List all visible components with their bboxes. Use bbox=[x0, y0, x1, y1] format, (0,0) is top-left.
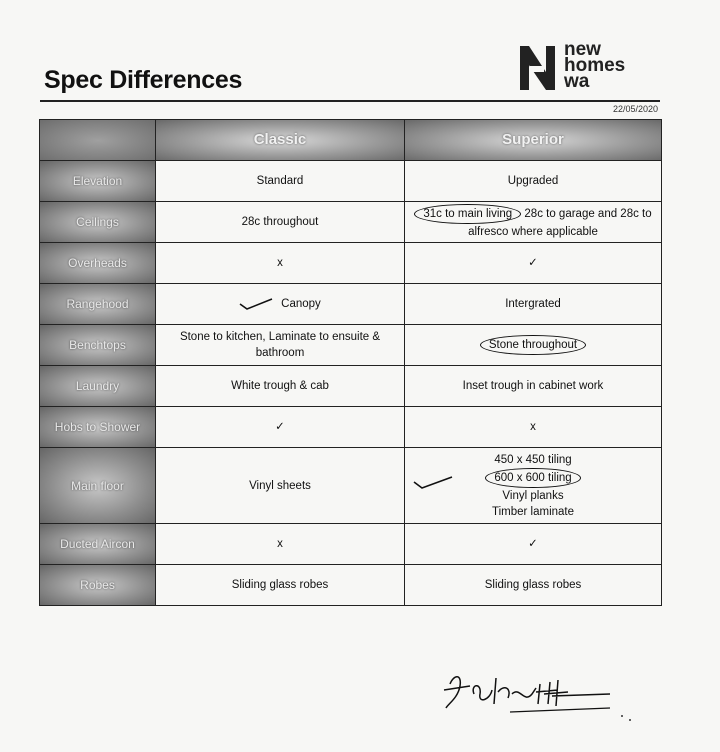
table-row bbox=[40, 161, 662, 202]
classic-cell: Sliding glass robes bbox=[156, 565, 405, 606]
table-row bbox=[40, 243, 662, 284]
table-row bbox=[40, 325, 662, 366]
logo-line-homes: homes bbox=[564, 55, 626, 76]
table-row bbox=[40, 565, 662, 606]
row-label: Ceilings bbox=[40, 202, 156, 243]
superior-cell: Inset trough in cabinet work bbox=[405, 366, 662, 407]
superior-cell: Intergrated bbox=[405, 284, 662, 325]
circled-annotation: 600 x 600 tiling bbox=[485, 468, 580, 488]
superior-cell-text: 28c to garage and 28c to alfresco where applicable bbox=[468, 208, 652, 238]
superior-cell bbox=[405, 202, 662, 243]
row-label: Laundry bbox=[40, 366, 156, 407]
table-row bbox=[40, 524, 662, 565]
row-label: Ducted Aircon bbox=[40, 524, 156, 565]
floor-option: Vinyl planks bbox=[502, 489, 564, 502]
classic-cell: 28c throughout bbox=[156, 202, 405, 243]
page-title: Spec Differences bbox=[44, 66, 243, 94]
spec-table bbox=[39, 119, 662, 606]
handwritten-tick-icon bbox=[239, 297, 273, 311]
column-header-classic: Classic bbox=[156, 120, 405, 161]
classic-cell: White trough & cab bbox=[156, 366, 405, 407]
new-homes-wa-logo-icon bbox=[518, 42, 560, 94]
check-icon: ✓ bbox=[156, 407, 405, 448]
circled-annotation: Stone throughout bbox=[480, 335, 586, 355]
floor-option: 450 x 450 tiling bbox=[494, 453, 572, 466]
classic-cell: Stone to kitchen, Laminate to ensuite & bathroom bbox=[156, 325, 405, 366]
table-header-row bbox=[40, 120, 662, 161]
handwritten-signature-icon bbox=[440, 664, 640, 724]
cross-mark: x bbox=[156, 524, 405, 565]
check-icon: ✓ bbox=[405, 243, 662, 284]
row-label: Robes bbox=[40, 565, 156, 606]
superior-cell: Upgraded bbox=[405, 161, 662, 202]
header-divider bbox=[40, 100, 660, 102]
circled-annotation: 31c to main living bbox=[414, 204, 521, 224]
cross-mark: x bbox=[156, 243, 405, 284]
classic-cell-text: Canopy bbox=[281, 298, 321, 310]
table-row bbox=[40, 366, 662, 407]
table-row bbox=[40, 202, 662, 243]
table-row bbox=[40, 407, 662, 448]
row-label: Main floor bbox=[40, 448, 156, 524]
check-icon: ✓ bbox=[405, 524, 662, 565]
classic-cell: Vinyl sheets bbox=[156, 448, 405, 524]
floor-option: Timber laminate bbox=[491, 505, 575, 518]
classic-cell bbox=[156, 284, 405, 325]
row-label: Overheads bbox=[40, 243, 156, 284]
superior-cell bbox=[405, 448, 662, 524]
table-corner-cell bbox=[40, 120, 156, 161]
logo-line-new: new bbox=[564, 39, 601, 60]
table-row bbox=[40, 284, 662, 325]
superior-cell: Sliding glass robes bbox=[405, 565, 662, 606]
logo-line-wa: wa bbox=[564, 71, 590, 92]
document-date: 22/05/2020 bbox=[612, 104, 658, 114]
table-row bbox=[40, 448, 662, 524]
row-label: Hobs to Shower bbox=[40, 407, 156, 448]
cross-mark: x bbox=[405, 407, 662, 448]
superior-cell bbox=[405, 325, 662, 366]
row-label: Benchtops bbox=[40, 325, 156, 366]
row-label: Rangehood bbox=[40, 284, 156, 325]
logo-wordmark bbox=[564, 39, 626, 92]
brand-logo bbox=[518, 39, 626, 94]
handwritten-tick-icon bbox=[413, 474, 453, 490]
column-header-superior: Superior bbox=[405, 120, 662, 161]
row-label: Elevation bbox=[40, 161, 156, 202]
classic-cell: Standard bbox=[156, 161, 405, 202]
